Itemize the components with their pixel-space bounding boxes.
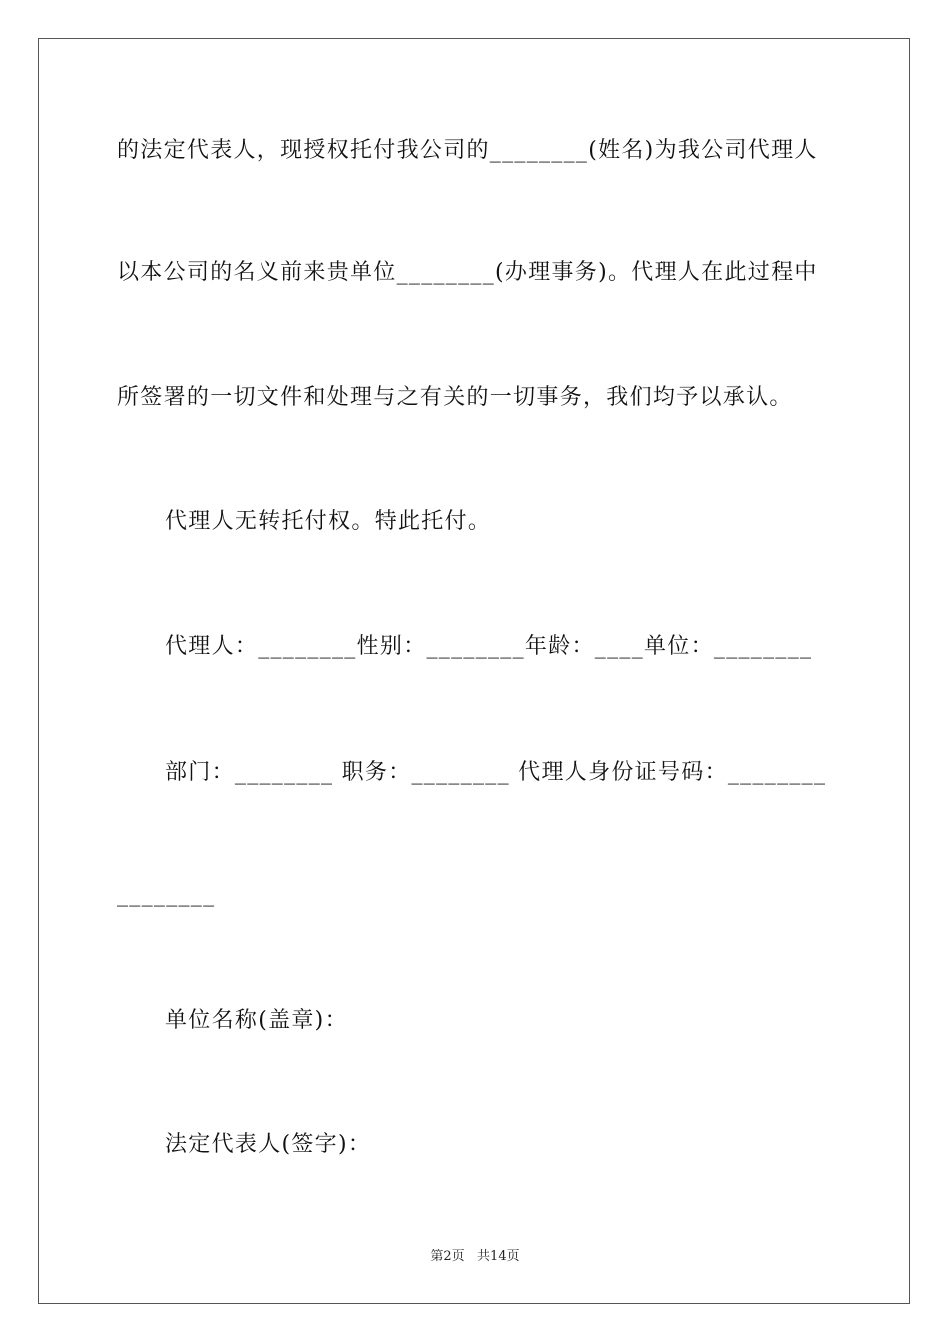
page-number-footer: 第2页 共14页 [430,1249,520,1264]
department-position-line: 部门：________ 职务：________ 代理人身份证号码：________ [165,760,827,785]
body-line-2: 以本公司的名义前来贵单位________(办理事务)。代理人在此过程中 [117,260,818,285]
body-line-3: 所签署的一切文件和处理与之有关的一切事务，我们均予以承认。 [117,385,793,410]
body-line-1: 的法定代表人，现授权托付我公司的________(姓名)为我公司代理人 [117,138,818,163]
company-seal-line: 单位名称(盖章)： [165,1008,348,1033]
agent-info-line: 代理人：________性别：________年龄：____单位：________ [165,634,813,659]
id-number-continuation-line: ________ [117,882,216,907]
page-frame [38,38,910,1304]
legal-rep-signature-line: 法定代表人(签字)： [165,1132,372,1157]
no-sub-delegation-line: 代理人无转托付权。特此托付。 [165,509,492,534]
